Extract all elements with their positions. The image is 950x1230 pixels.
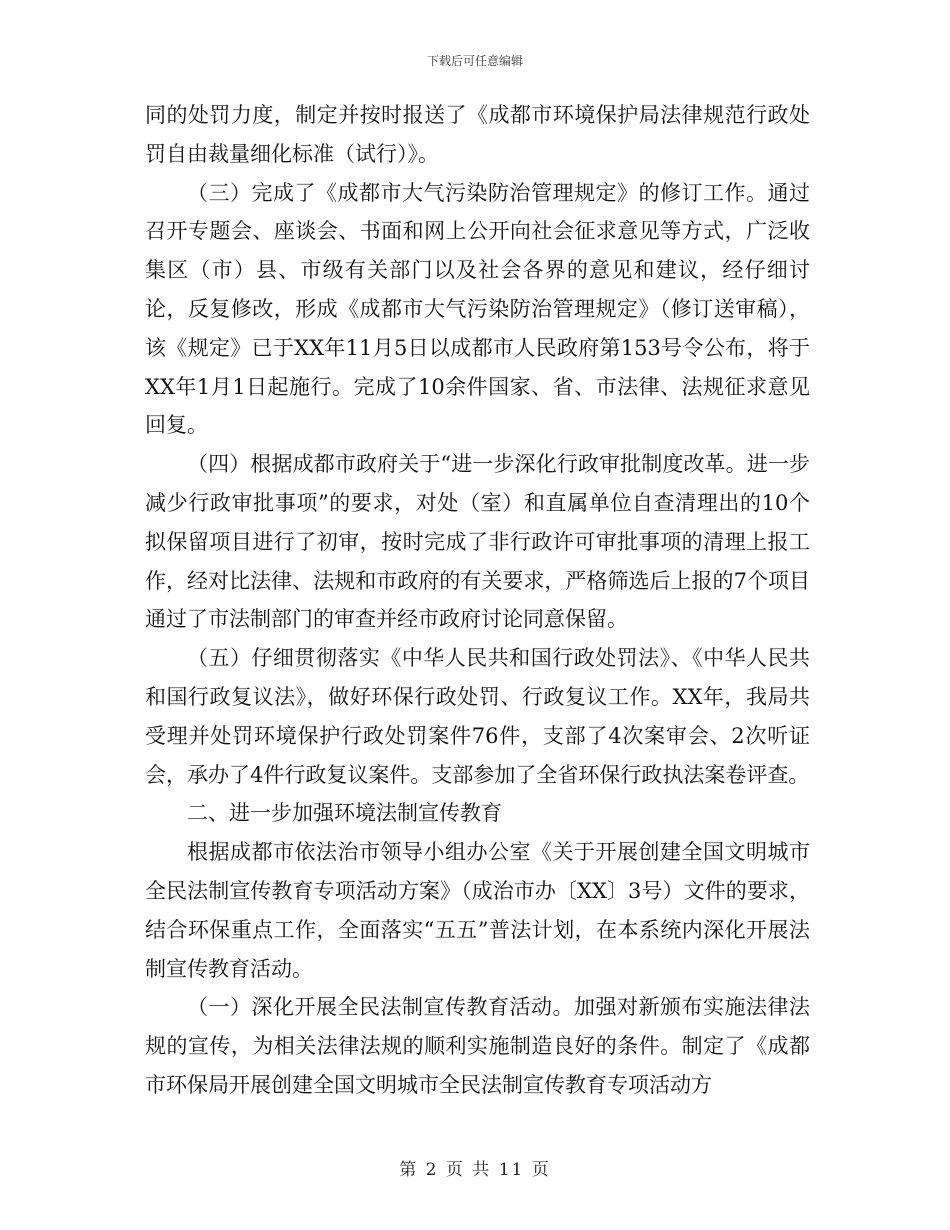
page-number-footer: 第 2 页 共 11 页 [399, 1160, 551, 1180]
page-header-note: 下载后可任意编辑 [426, 54, 523, 68]
paragraph-item-three: （三）完成了《成都市大气污染防治管理规定》的修订工作。通过召开专题会、座谈会、书面和网上公开向社会征求意见等方式，广泛收集区（市）县、市级有关部门以及社会各界的意见和建议，经仔细讨论，反复修改，形成《成都市大气污染防治管理规定》（修订送审稿），该《规定》已于XX年11月5日以成都市人民政府第153号令公布，将于XX年1月1日起施行。完成了10余件国家、省、市法律、法规征求意见回复。 [145, 180, 810, 438]
paragraph-continuation: 同的处罚力度，制定并按时报送了《成都市环境保护局法律规范行政处罚自由裁量细化标准（试行）》。 [145, 103, 810, 166]
document-body [145, 96, 810, 1105]
paragraph-section-intro: 根据成都市依法治市领导小组办公室《关于开展创建全国文明城市全民法制宣传教育专项活动方案》（成治市办〔XX〕3号）文件的要求，结合环保重点工作，全面落实“五五”普法计划，在本系统内深化开展法制宣传教育活动。 [145, 840, 810, 981]
paragraph-item-five: （五）仔细贯彻落实《中华人民共和国行政处罚法》、《中华人民共和国行政复议法》，做好环保行政处罚、行政复议工作。XX年，我局共受理并处罚环境保护行政处罚案件76件，支部了4次案审会、2次听证会，承办了4件行政复议案件。支部参加了全省环保行政执法案卷评查。 [145, 646, 810, 787]
paragraph-item-one: （一）深化开展全民法制宣传教育活动。加强对新颁布实施法律法规的宣传，为相关法律法规的顺利实施制造良好的条件。制定了《成都市环保局开展创建全国文明城市全民法制宣传教育专项活动方 [145, 995, 810, 1097]
section-heading-two: 二、进一步加强环境法制宣传教育 [187, 801, 502, 826]
paragraph-item-four: （四）根据成都市政府关于“进一步深化行政审批制度改革。进一步减少行政审批事项”的要求，对处（室）和直属单位自查清理出的10个拟保留项目进行了初审，按时完成了非行政许可审批事项的清理上报工作，经对比法律、法规和市政府的有关要求，严格筛选后上报的7个项目通过了市法制部门的审查并经市政府讨论同意保留。 [145, 452, 810, 632]
